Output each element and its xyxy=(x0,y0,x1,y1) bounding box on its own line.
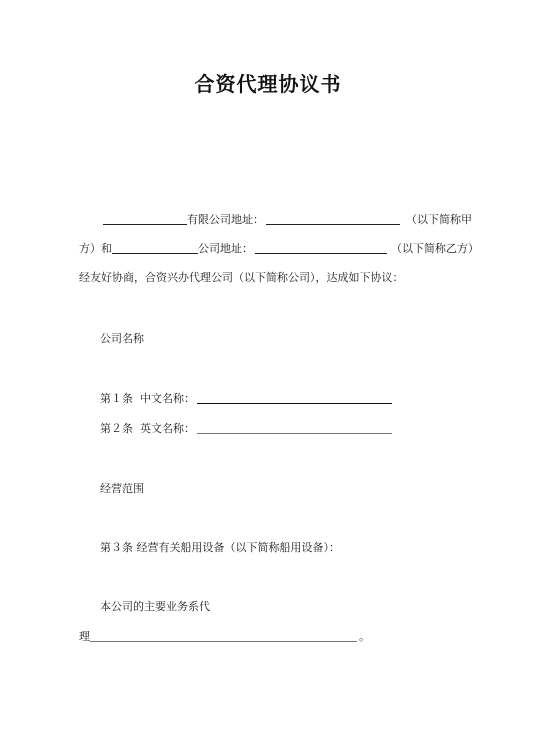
intro-line-3: 经友好协商，合资兴办代理公司（以下简称公司），达成如下协议： xyxy=(79,271,404,284)
article-1 xyxy=(100,391,392,406)
article-2-number: 第２条 xyxy=(100,422,133,435)
intro-line-2 xyxy=(79,241,479,256)
intro-line-1 xyxy=(103,212,472,227)
party-b-start: 方）和 xyxy=(79,242,112,255)
document-title: 合资代理协议书 xyxy=(194,72,342,96)
company-address-label: 有限公司地址： xyxy=(187,213,264,226)
period-mark: 。 xyxy=(359,630,370,643)
main-business-cont-text: 理 xyxy=(79,630,90,643)
article-1-number: 第１条 xyxy=(100,392,133,405)
section-heading-business-scope: 经营范围 xyxy=(100,482,144,495)
party-b-note: （以下简称乙方） xyxy=(391,242,479,255)
section-heading-company-name: 公司名称 xyxy=(100,332,144,345)
chinese-name-blank[interactable] xyxy=(197,391,392,404)
main-business-line: 本公司的主要业务系代 xyxy=(100,600,210,613)
article-1-label: 中文名称： xyxy=(140,392,195,405)
article-2 xyxy=(100,421,392,436)
party-a-address-blank[interactable] xyxy=(266,212,400,225)
main-business-blank[interactable] xyxy=(90,629,357,642)
party-a-name-blank[interactable] xyxy=(103,212,187,225)
party-a-note: （以下简称甲 xyxy=(406,213,472,226)
article-3: 第３条 经营有关船用设备（以下简称船用设备）： xyxy=(100,541,340,554)
english-name-blank[interactable] xyxy=(197,421,392,434)
party-b-address-label: 公司地址： xyxy=(198,242,253,255)
main-business-continuation xyxy=(79,629,370,644)
party-b-name-blank[interactable] xyxy=(112,241,198,254)
party-b-address-blank[interactable] xyxy=(255,241,387,254)
article-2-label: 英文名称： xyxy=(140,422,195,435)
